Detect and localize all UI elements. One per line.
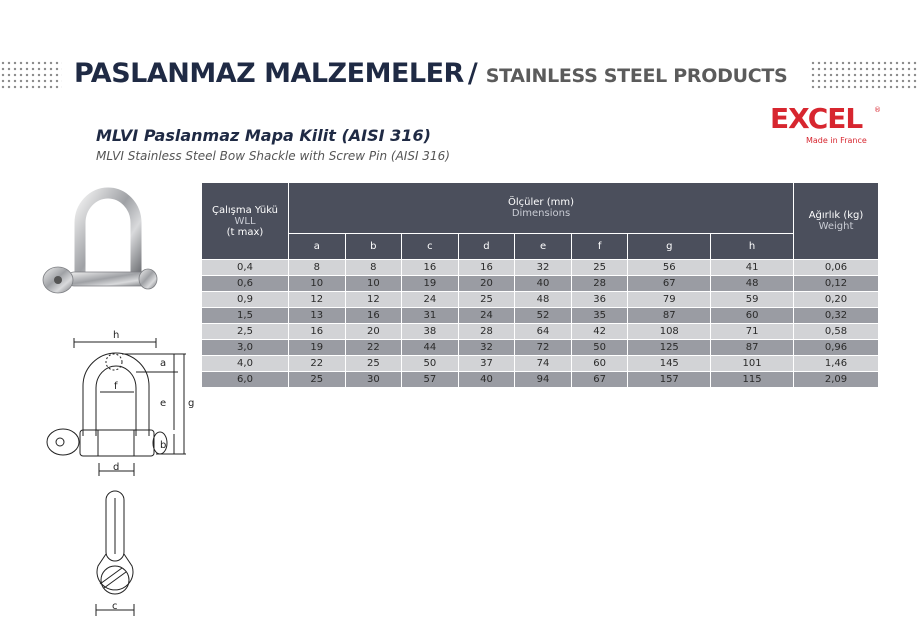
table-row: [202, 372, 879, 388]
cell-g: 157: [628, 372, 711, 388]
table-row: [202, 276, 879, 292]
logo-registered-mark: ®: [874, 106, 881, 114]
cell-g: 125: [628, 340, 711, 356]
cell-wll: 0,6: [202, 276, 289, 292]
col-header-d: d: [458, 234, 515, 260]
cell-wll: 1,5: [202, 308, 289, 324]
cell-f: 36: [571, 292, 628, 308]
cell-h: 48: [711, 276, 794, 292]
cell-e: 32: [515, 260, 572, 276]
cell-d: 25: [458, 292, 515, 308]
table-row: [202, 340, 879, 356]
cell-wll: 6,0: [202, 372, 289, 388]
cell-d: 28: [458, 324, 515, 340]
cell-b: 20: [345, 324, 402, 340]
cell-h: 101: [711, 356, 794, 372]
col-header-g: g: [628, 234, 711, 260]
cell-c: 50: [402, 356, 459, 372]
page-title-en: STAINLESS STEEL PRODUCTS: [485, 65, 788, 87]
dimensions-table: [201, 182, 879, 388]
cell-f: 67: [571, 372, 628, 388]
cell-g: 56: [628, 260, 711, 276]
wll-header: [202, 183, 289, 260]
cell-b: 30: [345, 372, 402, 388]
cell-f: 42: [571, 324, 628, 340]
cell-a: 12: [289, 292, 346, 308]
shackle-technical-drawing: [36, 326, 196, 626]
cell-e: 52: [515, 308, 572, 324]
header-dots-left: [0, 60, 62, 90]
cell-d: 20: [458, 276, 515, 292]
cell-h: 71: [711, 324, 794, 340]
cell-b: 16: [345, 308, 402, 324]
table-row: [202, 308, 879, 324]
table-row: [202, 324, 879, 340]
cell-f: 28: [571, 276, 628, 292]
cell-weight: 0,32: [794, 308, 879, 324]
cell-c: 44: [402, 340, 459, 356]
cell-a: 22: [289, 356, 346, 372]
dim-label-f: f: [114, 381, 118, 392]
cell-d: 24: [458, 308, 515, 324]
cell-d: 37: [458, 356, 515, 372]
cell-weight: 0,96: [794, 340, 879, 356]
cell-b: 25: [345, 356, 402, 372]
page-title: [74, 58, 787, 89]
cell-c: 24: [402, 292, 459, 308]
cell-weight: 2,09: [794, 372, 879, 388]
cell-f: 35: [571, 308, 628, 324]
cell-h: 60: [711, 308, 794, 324]
product-subtitle: MLVI Stainless Steel Bow Shackle with Screw Pin (AISI 316): [96, 149, 450, 163]
cell-weight: 0,12: [794, 276, 879, 292]
cell-f: 60: [571, 356, 628, 372]
cell-d: 16: [458, 260, 515, 276]
col-header-b: b: [345, 234, 402, 260]
col-header-c: c: [402, 234, 459, 260]
dim-label-b: b: [160, 440, 167, 451]
table-row: [202, 260, 879, 276]
cell-c: 16: [402, 260, 459, 276]
cell-b: 10: [345, 276, 402, 292]
dim-label-h: h: [113, 330, 120, 341]
logo-tagline: Made in France: [806, 136, 867, 145]
table-row: [202, 356, 879, 372]
cell-h: 87: [711, 340, 794, 356]
col-header-e: e: [515, 234, 572, 260]
col-header-h: h: [711, 234, 794, 260]
cell-h: 41: [711, 260, 794, 276]
weight-header-en: Weight: [818, 221, 854, 232]
cell-d: 40: [458, 372, 515, 388]
cell-a: 10: [289, 276, 346, 292]
weight-header-tr: Ağırlık (kg): [808, 210, 864, 221]
cell-b: 22: [345, 340, 402, 356]
excel-logo: [770, 104, 882, 148]
cell-c: 57: [402, 372, 459, 388]
cell-a: 8: [289, 260, 346, 276]
dim-label-c: c: [112, 601, 118, 612]
cell-h: 59: [711, 292, 794, 308]
dimensions-header: [289, 183, 794, 234]
cell-g: 67: [628, 276, 711, 292]
dim-label-d: d: [113, 462, 120, 473]
cell-e: 74: [515, 356, 572, 372]
cell-b: 12: [345, 292, 402, 308]
dimensions-header-en: Dimensions: [511, 208, 571, 219]
cell-g: 87: [628, 308, 711, 324]
cell-wll: 4,0: [202, 356, 289, 372]
cell-f: 25: [571, 260, 628, 276]
cell-weight: 1,46: [794, 356, 879, 372]
cell-wll: 2,5: [202, 324, 289, 340]
cell-d: 32: [458, 340, 515, 356]
weight-header: [794, 183, 879, 260]
cell-g: 79: [628, 292, 711, 308]
cell-c: 38: [402, 324, 459, 340]
dim-label-a: a: [160, 358, 167, 369]
cell-e: 64: [515, 324, 572, 340]
cell-g: 145: [628, 356, 711, 372]
dim-label-g: g: [188, 398, 195, 409]
header-dots-right: [810, 60, 917, 90]
cell-weight: 0,20: [794, 292, 879, 308]
title-separator: /: [467, 58, 478, 89]
cell-weight: 0,58: [794, 324, 879, 340]
cell-f: 50: [571, 340, 628, 356]
page-title-tr: PASLANMAZ MALZEMELER: [74, 58, 464, 89]
cell-wll: 0,4: [202, 260, 289, 276]
cell-c: 19: [402, 276, 459, 292]
dim-label-e: e: [160, 398, 167, 409]
cell-a: 25: [289, 372, 346, 388]
dimensions-header-tr: Ölçüler (mm): [508, 197, 574, 208]
cell-a: 19: [289, 340, 346, 356]
cell-b: 8: [345, 260, 402, 276]
logo-wordmark: EXCEL: [770, 102, 863, 135]
cell-e: 72: [515, 340, 572, 356]
cell-a: 16: [289, 324, 346, 340]
cell-weight: 0,06: [794, 260, 879, 276]
col-header-f: f: [571, 234, 628, 260]
cell-e: 48: [515, 292, 572, 308]
cell-e: 94: [515, 372, 572, 388]
cell-e: 40: [515, 276, 572, 292]
table-row: [202, 292, 879, 308]
product-title: MLVI Paslanmaz Mapa Kilit (AISI 316): [96, 126, 431, 145]
wll-header-tr: Çalışma Yükü: [211, 204, 279, 216]
cell-g: 108: [628, 324, 711, 340]
cell-c: 31: [402, 308, 459, 324]
cell-h: 115: [711, 372, 794, 388]
wll-header-unit: (t max): [226, 226, 264, 238]
wll-header-en: WLL: [234, 215, 256, 227]
col-header-a: a: [289, 234, 346, 260]
cell-a: 13: [289, 308, 346, 324]
shackle-photo: [38, 168, 178, 318]
cell-wll: 3,0: [202, 340, 289, 356]
cell-wll: 0,9: [202, 292, 289, 308]
